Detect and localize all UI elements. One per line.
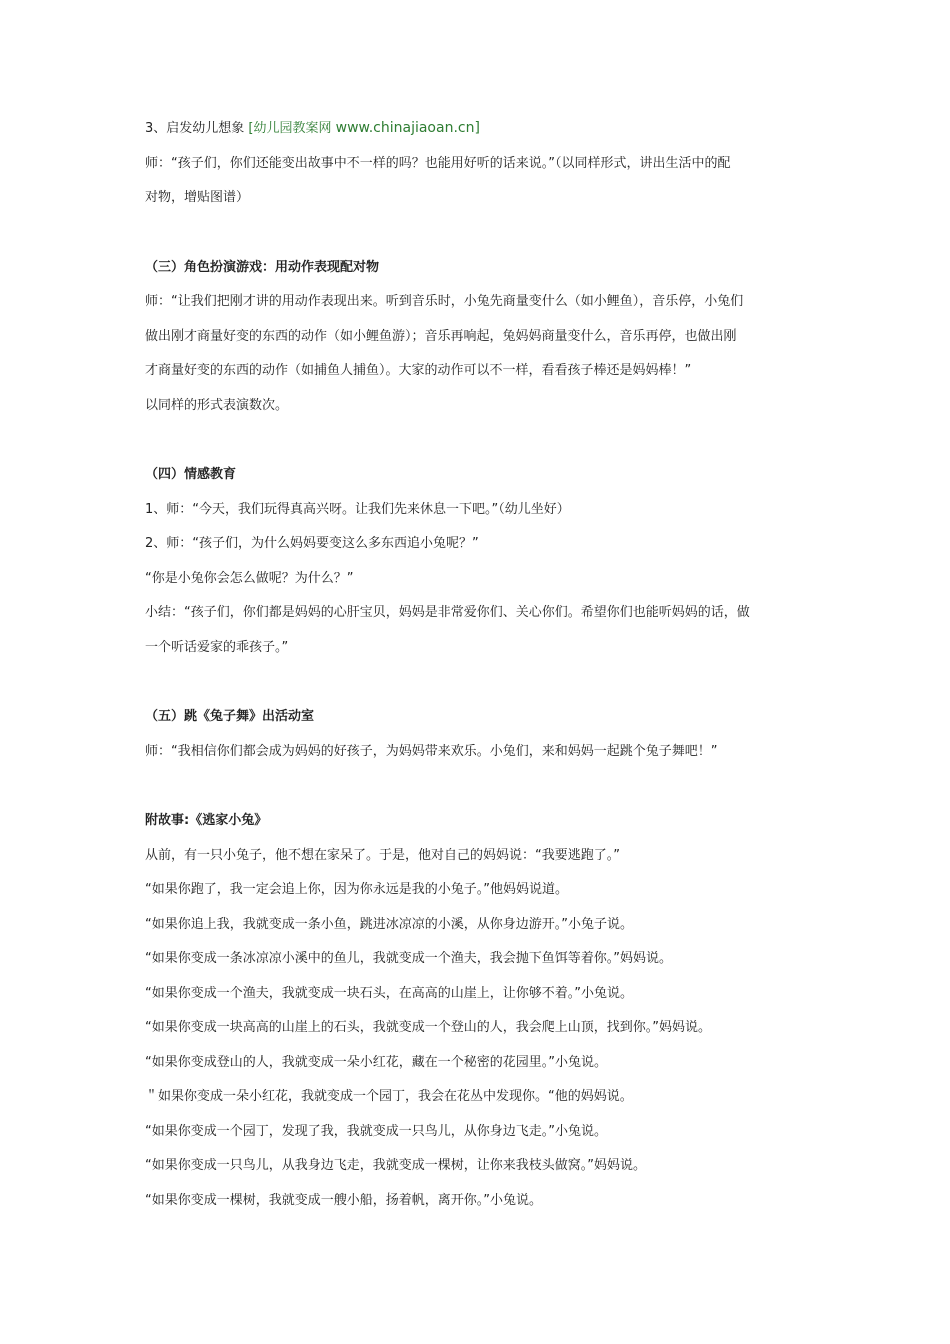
story-line: “如果你变成一个渔夫，我就变成一块石头，在高高的山崖上，让你够不着。”小兔说。 xyxy=(145,985,633,1001)
paragraph-line: 师：“我相信你们都会成为妈妈的好孩子，为妈妈带来欢乐。小兔们，来和妈妈一起跳个兔子舞吧！” xyxy=(145,743,718,759)
story-line: “如果你变成一个园丁，发现了我，我就变成一只鸟儿，从你身边飞走。”小兔说。 xyxy=(145,1123,607,1139)
site-link-text: [幼儿园教案网 xyxy=(248,121,332,136)
story-line: “如果你追上我，我就变成一条小鱼，跳进冰凉凉的小溪，从你身边游开。”小兔子说。 xyxy=(145,916,633,932)
paragraph-line: 1、师：“今天，我们玩得真高兴呀。让我们先来休息一下吧。”（幼儿坐好） xyxy=(145,501,570,517)
story-line: 从前，有一只小兔子，他不想在家呆了。于是，他对自己的妈妈说：“我要逃跑了。” xyxy=(145,847,620,863)
story-line: “如果你跑了，我一定会追上你，因为你永远是我的小兔子。”他妈妈说道。 xyxy=(145,882,568,897)
paragraph-line: 对物，增贴图谱） xyxy=(145,190,250,205)
spacer xyxy=(145,431,815,466)
paragraph-line: “你是小兔你会怎么做呢？为什么？” xyxy=(145,570,354,586)
paragraph-line: 师：“让我们把刚才讲的用动作表现出来。听到音乐时，小兔先商量变什么（如小鲤鱼），音乐停，小兔们 xyxy=(145,294,744,309)
paragraph-line: 一个听话爱家的乖孩子。” xyxy=(145,639,289,655)
spacer xyxy=(145,673,815,708)
story-line: “如果你变成一条冰凉凉小溪中的鱼儿，我就变成一个渔夫，我会抛下鱼饵等着你。”妈妈说。 xyxy=(145,951,672,966)
paragraph-line: 做出刚才商量好变的东西的动作（如小鲤鱼游）；音乐再响起，兔妈妈商量变什么，音乐再停，也做出刚 xyxy=(145,328,737,344)
spacer xyxy=(145,224,815,259)
document-page xyxy=(145,120,815,1226)
item3-label: 3、启发幼儿想象 xyxy=(145,121,245,136)
section-heading-dance: （五）跳《兔子舞》出活动室 xyxy=(145,709,315,724)
paragraph-line: 2、师：“孩子们，为什么妈妈要变这么多东西追小兔呢？” xyxy=(145,536,479,551)
paragraph-line: 以同样的形式表演数次。 xyxy=(145,397,289,413)
story-heading: 附故事:《逃家小兔》 xyxy=(145,813,268,828)
section-heading-role-play: （三）角色扮演游戏：用动作表现配对物 xyxy=(145,259,380,275)
paragraph-line: 小结：“孩子们，你们都是妈妈的心肝宝贝，妈妈是非常爱你们、关心你们。希望你们也能听妈妈的话，做 xyxy=(145,605,750,620)
story-line: “如果你变成一棵树，我就变成一艘小船，扬着帆，离开你。”小兔说。 xyxy=(145,1192,542,1208)
section-heading-emotion: （四）情感教育 xyxy=(145,467,237,482)
story-line: “如果你变成登山的人，我就变成一朵小红花，藏在一个秘密的花园里。”小兔说。 xyxy=(145,1054,607,1070)
site-link-domain: www.chinajiaoan.cn] xyxy=(335,120,480,136)
paragraph-line: 才商量好变的东西的动作（如捕鱼人捕鱼）。大家的动作可以不一样，看看孩子棒还是妈妈棒！” xyxy=(145,363,692,378)
story-line: ＂如果你变成一朵小红花，我就变成一个园丁，我会在花丛中发现你。“他的妈妈说。 xyxy=(145,1089,633,1104)
paragraph-line: 师：“孩子们，你们还能变出故事中不一样的吗？也能用好听的话来说。”（以同样形式，讲出生活中的配 xyxy=(145,155,731,171)
site-link[interactable] xyxy=(248,121,480,136)
section3-title xyxy=(145,120,815,155)
spacer xyxy=(145,777,815,812)
story-line: “如果你变成一块高高的山崖上的石头，我就变成一个登山的人，我会爬上山顶，找到你。”妈妈说。 xyxy=(145,1020,711,1035)
story-line: “如果你变成一只鸟儿，从我身边飞走，我就变成一棵树，让你来我枝头做窝。”妈妈说。 xyxy=(145,1158,646,1173)
